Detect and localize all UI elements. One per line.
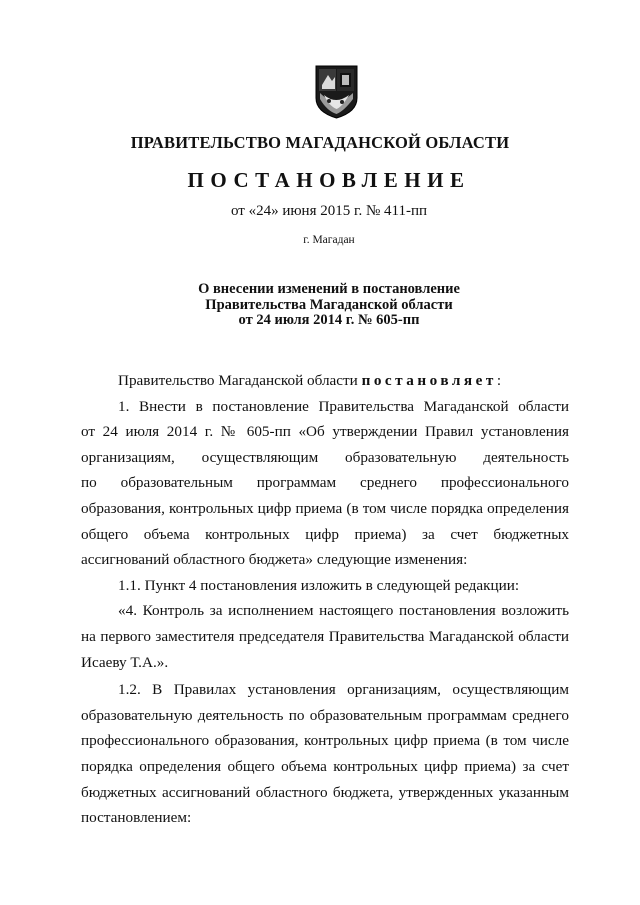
paragraph-line: 1. Внести в постановление Правительства Магаданской области	[118, 397, 569, 415]
document-type-title: ПОСТАНОВЛЕНИЕ	[187, 168, 471, 192]
coat-of-arms-icon	[314, 65, 359, 119]
paragraph-line: по образовательным программам среднего профессионального	[81, 474, 569, 492]
paragraph-line: постановлением:	[81, 809, 192, 827]
paragraph-line: образовательную деятельность по образовательным программам среднего	[81, 706, 569, 724]
paragraph-1-1: 1.1. Пункт 4 постановления изложить в следующей редакции:	[118, 576, 520, 594]
preamble-text: Правительство Магаданской области	[118, 372, 362, 389]
paragraph-line: «4. Контроль за исполнением настоящего постановления возложить	[118, 602, 569, 620]
paragraph-1-2	[81, 677, 569, 831]
government-title: ПРАВИТЕЛЬСТВО МАГАДАНСКОЙ ОБЛАСТИ	[130, 133, 510, 152]
paragraph-1	[81, 394, 569, 573]
paragraph-line: ассигнований областного бюджета» следующие изменения:	[81, 551, 468, 569]
paragraph-line: образования, контрольных цифр приема (в том числе порядка определения	[81, 499, 569, 517]
document-date-number: от «24» июня 2015 г. № 411-пп	[230, 203, 428, 219]
paragraph-line: от 24 июля 2014 г. № 605-пп «Об утверждении Правил установления	[81, 423, 569, 441]
preamble-colon: :	[496, 372, 502, 389]
subject-line: Правительства Магаданской области	[205, 296, 453, 313]
paragraph-line: организациям, осуществляющим образовательную деятельность	[81, 448, 569, 466]
paragraph-quote-4	[81, 598, 569, 675]
paragraph-line: на первого заместителя председателя Правительства Магаданской области	[81, 627, 569, 645]
document-subject	[0, 282, 640, 329]
paragraph-line: профессионального образования, контрольных цифр приема (в том числе	[81, 732, 569, 750]
paragraph-line: Исаеву Т.А.».	[81, 653, 169, 671]
subject-line: от 24 июля 2014 г. № 605-пп	[238, 312, 420, 328]
paragraph-line: общего объема контрольных цифр приема) за счет бюджетных	[81, 525, 569, 543]
document-city: г. Магадан	[303, 234, 355, 246]
preamble-paragraph	[81, 368, 569, 394]
paragraph-line: 1.2. В Правилах установления организациям, осуществляющим	[118, 681, 569, 699]
document-body	[81, 368, 569, 831]
preamble-keyword: постановляет	[361, 372, 497, 389]
paragraph-line: порядка определения общего объема контрольных цифр приема) за счет	[81, 757, 569, 775]
subject-line: О внесении изменений в постановление	[198, 281, 460, 297]
paragraph-line: бюджетных ассигнований областного бюджета, утвержденных указанным	[81, 783, 569, 801]
